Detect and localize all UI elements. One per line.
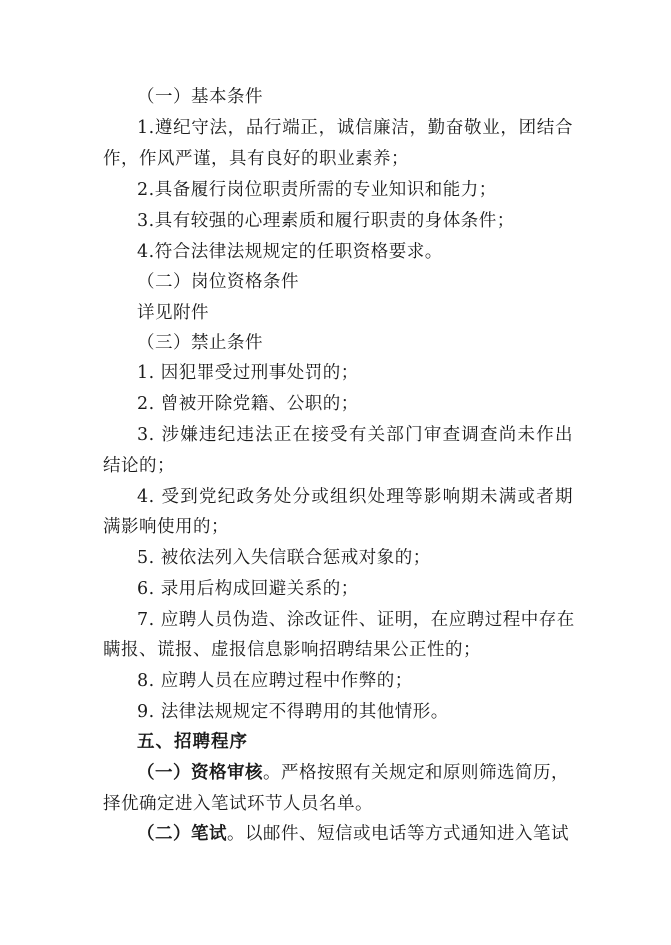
basic-item-4: 4.符合法律法规规定的任职资格要求。 [137, 242, 443, 262]
prohibit-item-9: 9. 法律法规规定不得聘用的其他情形。 [137, 702, 449, 722]
prohibit-item-8: 8. 应聘人员在应聘过程中作弊的； [137, 671, 413, 691]
procedure-exam-label: （二）笔试 [137, 824, 227, 844]
procedure-heading: 五、招聘程序 [137, 732, 248, 752]
basic-item-2: 2.具备履行岗位职责所需的专业知识和能力； [137, 180, 497, 200]
procedure-review-line-1 [103, 762, 573, 784]
basic-item-1-line-1: 1.遵纪守法，品行端正，诚信廉洁，勤奋敬业，团结合 [137, 118, 573, 138]
prohibit-item-7-line-2: 瞒报、谎报、虚报信息影响招聘结果公正性的； [103, 640, 481, 660]
basic-item-3: 3.具有较强的心理素质和履行职责的身体条件； [137, 211, 515, 231]
prohibit-item-3-line-2: 结论的； [103, 456, 175, 476]
prohibit-item-7-line-1: 7. 应聘人员伪造、涂改证件、证明，在应聘过程中存在 [137, 610, 575, 630]
prohibit-item-6: 6. 录用后构成回避关系的； [137, 579, 359, 599]
prohibit-item-3-line-1: 3. 涉嫌违纪违法正在接受有关部门审查调查尚未作出 [137, 425, 573, 445]
procedure-exam-text: 。以邮件、短信或电话等方式通知进入笔试 [227, 824, 569, 844]
procedure-review-label: （一）资格审核 [137, 763, 263, 783]
post-conditions-detail: 详见附件 [137, 303, 209, 323]
post-conditions-heading: （二）岗位资格条件 [137, 272, 299, 292]
procedure-review-text: 。严格按照有关规定和原则筛选简历， [263, 763, 569, 783]
prohibit-item-5: 5. 被依法列入失信联合惩戒对象的； [137, 548, 431, 568]
prohibit-item-2: 2. 曾被开除党籍、公职的； [137, 394, 359, 414]
basic-conditions-heading: （一）基本条件 [137, 87, 263, 107]
procedure-review-line-2: 择优确定进入笔试环节人员名单。 [103, 794, 373, 814]
prohibit-conditions-heading: （三）禁止条件 [137, 333, 263, 353]
procedure-exam-line-1 [103, 823, 573, 845]
prohibit-item-4-line-1: 4. 受到党纪政务处分或组织处理等影响期未满或者期 [137, 487, 573, 507]
basic-item-1-line-2: 作，作风严谨，具有良好的职业素养； [103, 149, 409, 169]
prohibit-item-1: 1. 因犯罪受过刑事处罚的； [137, 363, 359, 383]
prohibit-item-4-line-2: 满影响使用的； [103, 517, 229, 537]
